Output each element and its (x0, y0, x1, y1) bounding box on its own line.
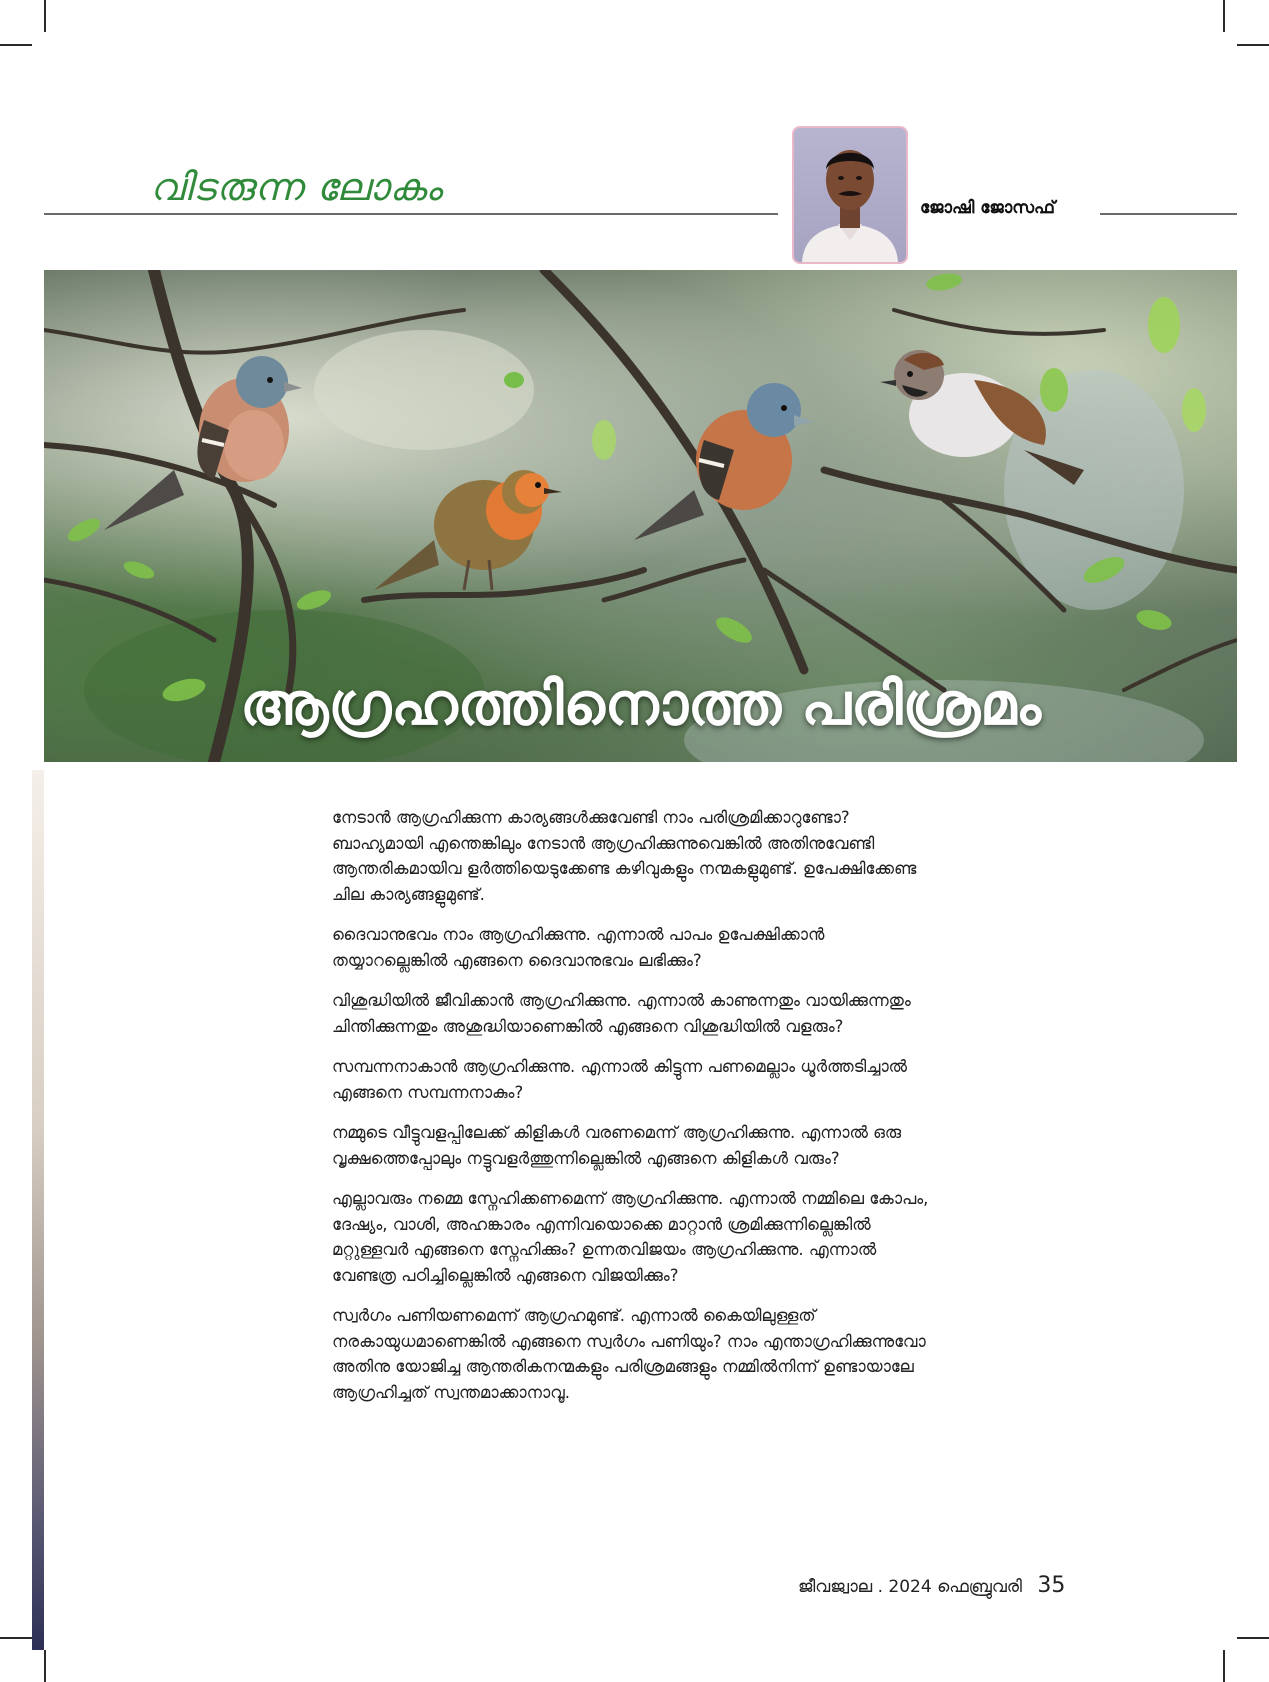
article-body (332, 805, 942, 1420)
crop-mark (0, 1637, 32, 1639)
hero-image (44, 270, 1237, 762)
author-photo (792, 126, 908, 264)
header-rule-left (44, 213, 778, 215)
author-name: ജോഷി ജോസഫ് (920, 198, 1056, 218)
crop-mark (0, 44, 32, 46)
author-portrait-icon (794, 128, 906, 262)
robin-bird (374, 470, 562, 590)
page-number: 35 (1037, 1573, 1066, 1598)
section-title: വിടരുന്ന ലോകം (150, 165, 443, 209)
bleed-image-strip (32, 770, 44, 1650)
crop-mark (1237, 1637, 1269, 1639)
page-footer (798, 1573, 1065, 1598)
article-paragraph: നമ്മുടെ വീട്ടുവളപ്പിലേക്ക് കിളികൾ വരണമെന്ന് ആഗ്രഹിക്കുന്നു. എന്നാൽ ഒരു വൃക്ഷത്തെപ്പോലും നട്ടുവളർത്തുന്നില്ലെങ്കിൽ എങ്ങനെ കിളികൾ വരും? (332, 1123, 902, 1168)
publication-date: ജീവജ്വാല . 2024 ഫെബ്രുവരി (798, 1577, 1022, 1597)
article-paragraph: എല്ലാവരും നമ്മെ സ്നേഹിക്കണമെന്ന് ആഗ്രഹിക്കുന്നു. എന്നാൽ നമ്മിലെ കോപം, ദേഷ്യം, വാശി, അഹങ്കാരം എന്നിവയൊക്കെ മാറ്റാൻ ശ്രമിക്കുന്നില്ലെങ്കിൽ മറ്റുള്ളവർ എങ്ങനെ സ്നേഹിക്കും? ഉന്നതവിജയം ആഗ്രഹിക്കുന്നു. എന്നാൽ വേണ്ടത്ര പഠിച്ചില്ലെങ്കിൽ എങ്ങനെ വിജയിക്കും? (332, 1189, 929, 1285)
article-paragraph: സ്വർഗം പണിയണമെന്ന് ആഗ്രഹമുണ്ട്. എന്നാൽ കൈയിലുള്ളത് നരകായുധമാണെങ്കിൽ എങ്ങനെ സ്വർഗം പണിയും? നാം എന്താഗ്രഹിക്കുന്നുവോ അതിനു യോജിച്ച ആന്തരികനന്മകളും പരിശ്രമങ്ങളും നമ്മിൽനിന്ന് ഉണ്ടായാലേ ആഗ്രഹിച്ചത് സ്വന്തമാക്കാനാവൂ. (332, 1306, 926, 1402)
article-paragraph: ദൈവാനുഭവം നാം ആഗ്രഹിക്കുന്നു. എന്നാൽ പാപം ഉപേക്ഷിക്കാൻ തയ്യാറല്ലെങ്കിൽ എങ്ങനെ ദൈവാനുഭവം ലഭിക്കും? (332, 925, 825, 970)
crop-mark (1223, 1650, 1225, 1682)
crop-mark (44, 1650, 46, 1682)
article-title: ആഗ്രഹത്തിനൊത്ത പരിശ്രമം (240, 670, 1041, 738)
article-paragraph: വിശുദ്ധിയിൽ ജീവിക്കാൻ ആഗ്രഹിക്കുന്നു. എന്നാൽ കാണുന്നതും വായിക്കുന്നതും ചിന്തിക്കുന്നതും അശുദ്ധിയാണെങ്കിൽ എങ്ങനെ വിശുദ്ധിയിൽ വളരും? (332, 991, 911, 1036)
crop-mark (44, 0, 46, 32)
header-rule-right (1100, 213, 1237, 215)
crop-mark (1237, 44, 1269, 46)
article-paragraph: സമ്പന്നനാകാൻ ആഗ്രഹിക്കുന്നു. എന്നാൽ കിട്ടുന്ന പണമെല്ലാം ധൂർത്തടിച്ചാൽ എങ്ങനെ സമ്പന്നനാകും? (332, 1057, 908, 1102)
crop-mark (1223, 0, 1225, 32)
article-paragraph: നേടാൻ ആഗ്രഹിക്കുന്ന കാര്യങ്ങൾക്കുവേണ്ടി നാം പരിശ്രമിക്കാറുണ്ടോ? ബാഹ്യമായി എന്തെങ്കിലും നേടാൻ ആഗ്രഹിക്കുന്നുവെങ്കിൽ അതിനുവേണ്ടി ആന്തരികമായിവ ളർത്തിയെടുക്കേണ്ട കഴിവുകളും നന്മകളുമുണ്ട്. ഉപേക്ഷിക്കേണ്ട ചില കാര്യങ്ങളുമുണ്ട്. (332, 808, 917, 904)
